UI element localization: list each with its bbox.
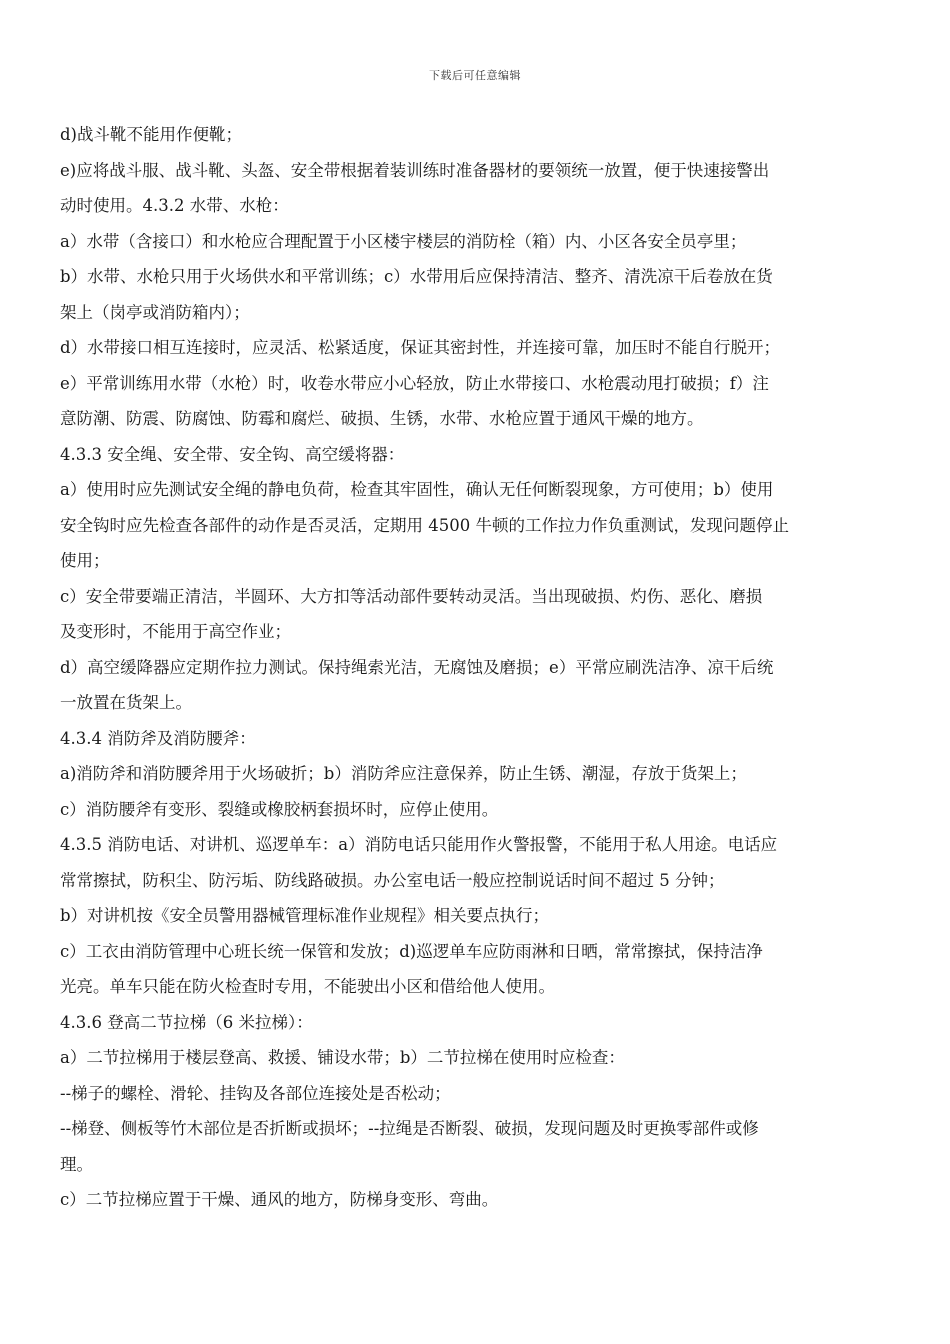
text-line: b）对讲机按《安全员警用器械管理标准作业规程》相关要点执行； xyxy=(60,906,550,925)
section-heading: 4.3.5 消防电话、对讲机、巡逻单车：a）消防电话只能用作火警报警，不能用于私人用途。电话应 xyxy=(60,835,778,854)
text-line: 光亮。单车只能在防火检查时专用，不能驶出小区和借给他人使用。 xyxy=(60,977,555,996)
text-line: a）二节拉梯用于楼层登高、救援、铺设水带；b）二节拉梯在使用时应检查： xyxy=(60,1048,625,1067)
text-line: e）平常训练用水带（水枪）时，收卷水带应小心轻放，防止水带接口、水枪震动甩打破损；f）注 xyxy=(60,373,769,393)
text-line: --梯子的螺栓、滑轮、挂钩及各部位连接处是否松动； xyxy=(60,1083,451,1103)
section-heading: 4.3.4 消防斧及消防腰斧： xyxy=(60,728,256,748)
document-body xyxy=(60,117,892,1218)
text-line: 一放置在货架上。 xyxy=(60,693,192,712)
text-line: 常常擦拭，防积尘、防污垢、防线路破损。办公室电话一般应控制说话时间不超过 5 分钟； xyxy=(60,870,725,890)
text-line: --梯登、侧板等竹木部位是否折断或损坏；--拉绳是否断裂、破损，发现问题及时更换零部件或修 xyxy=(60,1119,759,1138)
page-header: 下载后可任意编辑 xyxy=(429,69,521,82)
text-line: 及变形时，不能用于高空作业； xyxy=(60,622,291,641)
text-line: 安全钩时应先检查各部件的动作是否灵活，定期用 4500 牛顿的工作拉力作负重测试，发现问题停止 xyxy=(60,515,789,535)
section-heading: 4.3.6 登高二节拉梯（6 米拉梯）： xyxy=(60,1012,313,1032)
text-line: 动时使用。4.3.2 水带、水枪： xyxy=(60,196,289,215)
text-line: b）水带、水枪只用于火场供水和平常训练；c）水带用后应保持清洁、整齐、清洗凉干后卷放在货 xyxy=(60,267,773,286)
text-line: 架上（岗亭或消防箱内）； xyxy=(60,302,250,322)
text-line: d)战斗靴不能用作便靴； xyxy=(60,125,242,144)
text-line: c）安全带要端正清洁，半圆环、大方扣等活动部件要转动灵活。当出现破损、灼伤、恶化、磨损 xyxy=(60,586,763,606)
text-line: c）消防腰斧有变形、裂缝或橡胶柄套损坏时，应停止使用。 xyxy=(60,799,499,819)
text-line: a）水带（含接口）和水枪应合理配置于小区楼宇楼层的消防栓（箱）内、小区各安全员亭里； xyxy=(60,231,747,251)
text-line: a)消防斧和消防腰斧用于火场破折；b）消防斧应注意保养，防止生锈、潮湿，存放于货架上； xyxy=(60,764,747,783)
text-line: a）使用时应先测试安全绳的静电负荷，检查其牢固性，确认无任何断裂现象，方可使用；b）使用 xyxy=(60,480,774,499)
text-line: d）高空缓降器应定期作拉力测试。保持绳索光洁，无腐蚀及磨损；e）平常应刷洗洁净、凉干后统 xyxy=(60,657,774,677)
text-line: e)应将战斗服、战斗靴、头盔、安全带根据着装训练时准备器材的要领统一放置，便于快速接警出 xyxy=(60,160,770,180)
text-line: c）二节拉梯应置于干燥、通风的地方，防梯身变形、弯曲。 xyxy=(60,1190,499,1209)
text-line: d）水带接口相互连接时，应灵活、松紧适度，保证其密封性，并连接可靠，加压时不能自行脱开； xyxy=(60,338,781,357)
text-line: 理。 xyxy=(60,1154,93,1174)
section-heading: 4.3.3 安全绳、安全带、安全钩、高空缓将器： xyxy=(60,444,405,464)
text-line: 使用； xyxy=(60,551,110,570)
text-line: c）工衣由消防管理中心班长统一保管和发放；d)巡逻单车应防雨淋和日晒，常常擦拭，保持洁净 xyxy=(60,941,763,961)
text-line: 意防潮、防震、防腐蚀、防霉和腐烂、破损、生锈，水带、水枪应置于通风干燥的地方。 xyxy=(60,409,704,428)
